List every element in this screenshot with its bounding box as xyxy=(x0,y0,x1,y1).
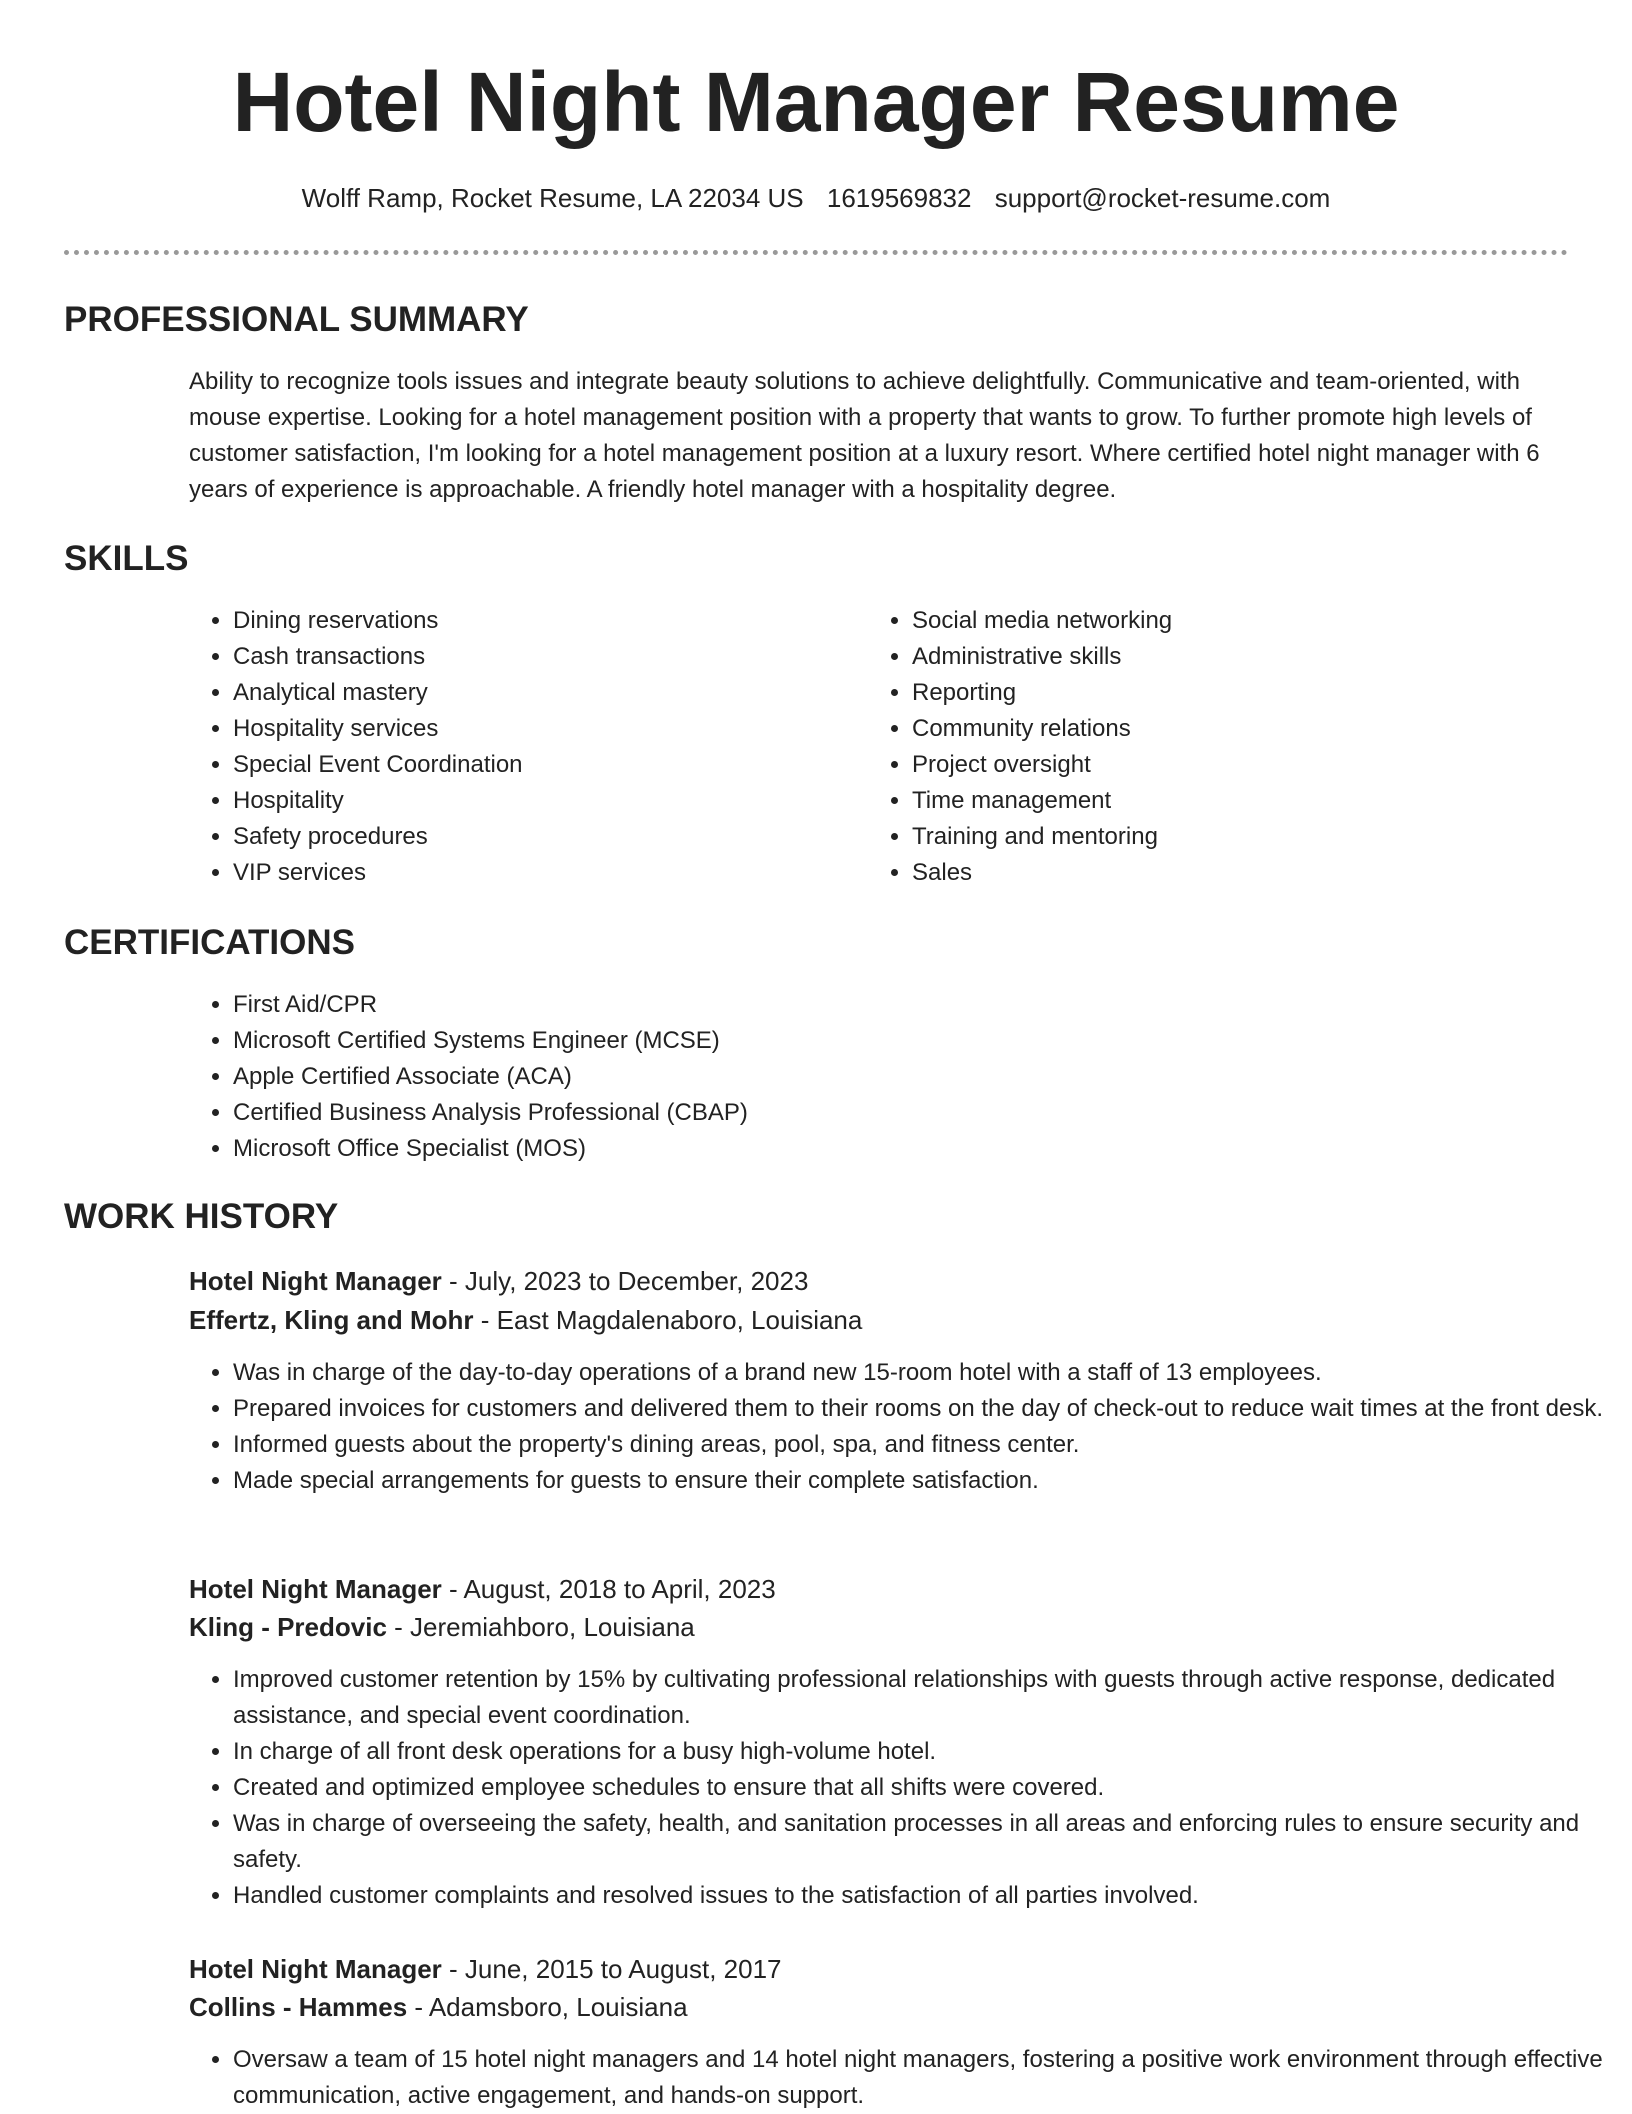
job-bullets xyxy=(189,1355,1613,1499)
job-bullet: • Oversaw a team of 15 hotel night managers and 14 hotel night managers, fostering a positive work environment through effective communication, active engagement, and hands-on support. xyxy=(233,2042,1613,2114)
job-bullet: • Made special arrangements for guests to ensure their complete satisfaction. xyxy=(233,1463,1613,1499)
job-company-line xyxy=(189,1988,1569,2026)
skill-item: • Safety procedures xyxy=(233,819,813,855)
skill-item: • Analytical mastery xyxy=(233,675,813,711)
summary-heading: PROFESSIONAL SUMMARY xyxy=(64,300,529,339)
job-bullet: • Improved customer retention by 15% by cultivating professional relationships with guests through active response, dedicated assistance, and special event coordination. xyxy=(233,1662,1613,1734)
certification-item: • Apple Certified Associate (ACA) xyxy=(233,1059,1613,1095)
skill-item: • Social media networking xyxy=(912,603,1512,639)
skill-item: • Training and mentoring xyxy=(912,819,1512,855)
skill-item: • VIP services xyxy=(233,855,813,891)
job-dates: - July, 2023 to December, 2023 xyxy=(441,1266,809,1296)
job-bullet: • Was in charge of overseeing the safety, health, and sanitation processes in all areas and enforcing rules to ensure security and safety. xyxy=(233,1806,1613,1878)
certifications-list xyxy=(189,987,1613,1167)
contact-line xyxy=(0,180,1632,216)
contact-phone: 1619569832 xyxy=(826,183,972,213)
job-company: Effertz, Kling and Mohr xyxy=(189,1305,474,1335)
job-bullet: • Informed guests about the property's dining areas, pool, spa, and fitness center. xyxy=(233,1427,1613,1463)
job-bullet: • Created and optimized employee schedules to ensure that all shifts were covered. xyxy=(233,1770,1613,1806)
job-bullets xyxy=(189,2042,1613,2114)
skill-item: • Cash transactions xyxy=(233,639,813,675)
job-title: Hotel Night Manager xyxy=(189,1574,442,1604)
job-location: - Adamsboro, Louisiana xyxy=(407,1992,688,2022)
skill-item: • Special Event Coordination xyxy=(233,747,813,783)
skill-item: • Community relations xyxy=(912,711,1512,747)
skills-list-left xyxy=(189,603,813,891)
job-dates: - June, 2015 to August, 2017 xyxy=(441,1954,782,1984)
job-dates: - August, 2018 to April, 2023 xyxy=(441,1574,776,1604)
work-history-heading: WORK HISTORY xyxy=(64,1197,339,1236)
certification-item: • Certified Business Analysis Professional (CBAP) xyxy=(233,1095,1613,1131)
job-company-line xyxy=(189,1608,1569,1646)
skill-item: • Sales xyxy=(912,855,1512,891)
job-bullet: • Prepared invoices for customers and delivered them to their rooms on the day of check-out to reduce wait times at the front desk. xyxy=(233,1391,1613,1427)
contact-address: Wolff Ramp, Rocket Resume, LA 22034 US xyxy=(301,183,804,213)
skills-heading: SKILLS xyxy=(64,539,189,578)
skill-item: • Time management xyxy=(912,783,1512,819)
contact-email: support@rocket-resume.com xyxy=(994,183,1331,213)
skill-item: • Reporting xyxy=(912,675,1512,711)
job-title: Hotel Night Manager xyxy=(189,1266,442,1296)
certification-item: • First Aid/CPR xyxy=(233,987,1613,1023)
certification-item: • Microsoft Office Specialist (MOS) xyxy=(233,1131,1613,1167)
job-bullet: • Handled customer complaints and resolved issues to the satisfaction of all parties involved. xyxy=(233,1878,1613,1914)
skill-item: • Dining reservations xyxy=(233,603,813,639)
certifications-heading: CERTIFICATIONS xyxy=(64,923,356,962)
job-company: Collins - Hammes xyxy=(189,1992,408,2022)
certification-item: • Microsoft Certified Systems Engineer (MCSE) xyxy=(233,1023,1613,1059)
job-bullets xyxy=(189,1662,1613,1914)
header-divider xyxy=(64,250,1568,255)
job-company-line xyxy=(189,1301,1569,1339)
job-bullet: • In charge of all front desk operations for a busy high-volume hotel. xyxy=(233,1734,1613,1770)
skill-item: • Administrative skills xyxy=(912,639,1512,675)
skills-list-right xyxy=(868,603,1512,891)
skill-item: • Hospitality xyxy=(233,783,813,819)
skill-item: • Project oversight xyxy=(912,747,1512,783)
job-location: - Jeremiahboro, Louisiana xyxy=(386,1612,695,1642)
skill-item: • Hospitality services xyxy=(233,711,813,747)
job-company: Kling - Predovic xyxy=(189,1612,387,1642)
job-title: Hotel Night Manager xyxy=(189,1954,442,1984)
job-bullet: • Was in charge of the day-to-day operations of a brand new 15-room hotel with a staff of 13 employees. xyxy=(233,1355,1613,1391)
job-location: - East Magdalenaboro, Louisiana xyxy=(473,1305,863,1335)
summary-text: Ability to recognize tools issues and integrate beauty solutions to achieve delightfully. Communicative and team-oriented, with mouse expertise. Looking for a hotel management position with a property that wants to grow. To further promote high levels of customer satisfaction, I'm looking for a hotel management position at a luxury resort. Where certified hotel night manager with 6 years of experience is approachable. A friendly hotel manager with a hospitality degree. xyxy=(189,368,1540,503)
job-title-line xyxy=(189,1570,1569,1608)
page-title: Hotel Night Manager Resume xyxy=(232,55,1400,149)
job-title-line xyxy=(189,1950,1569,1988)
job-title-line xyxy=(189,1262,1569,1300)
